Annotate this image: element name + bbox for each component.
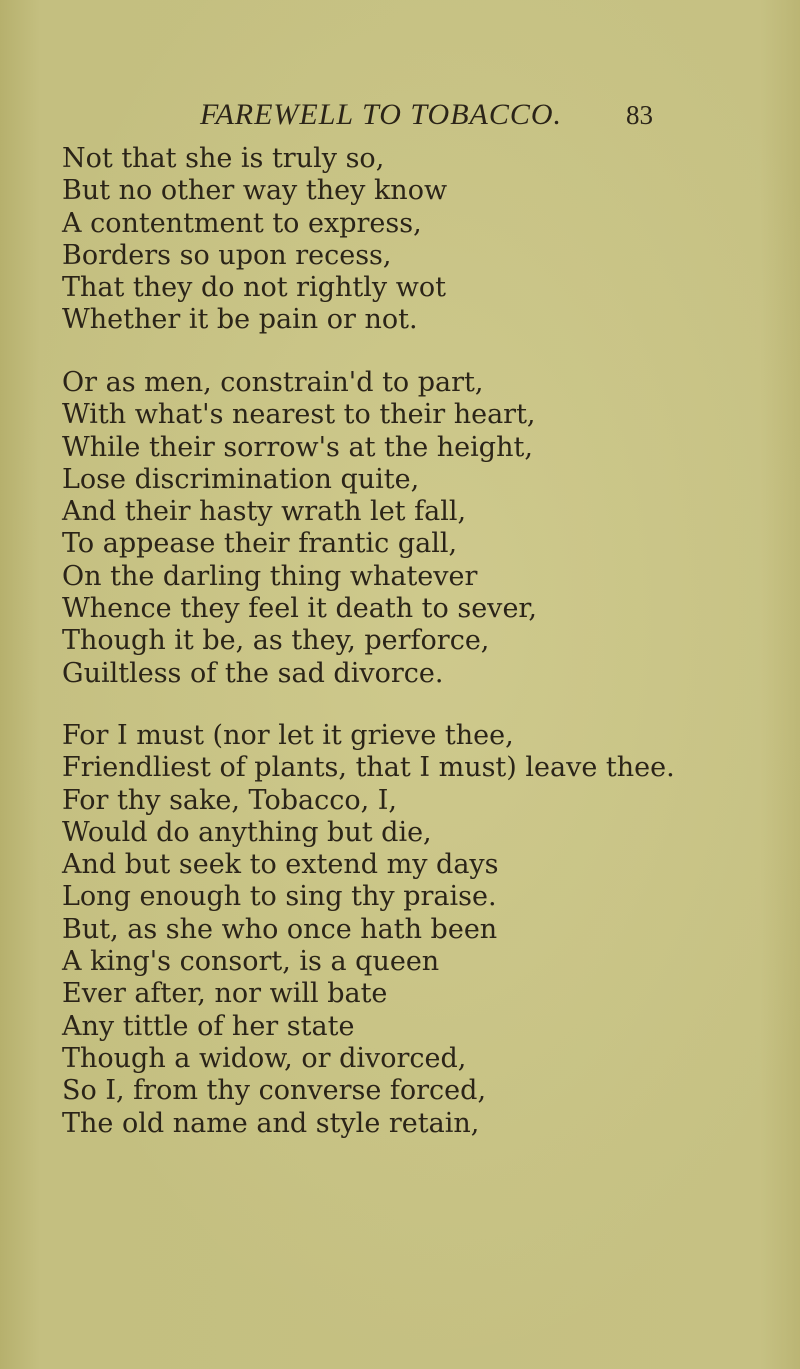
page-header	[0, 98, 800, 138]
poem-line: A king's consort, is a queen	[62, 946, 440, 978]
poem-line: A contentment to express,	[62, 207, 422, 239]
running-title: FAREWELL TO TOBACCO.	[200, 98, 563, 131]
poem-line: For thy sake, Tobacco, I,	[62, 784, 397, 816]
poem-line: So I, from thy converse forced,	[62, 1075, 487, 1107]
stanza-1	[62, 143, 447, 337]
poem-line: The old name and style retain,	[62, 1107, 480, 1139]
stanza-3	[62, 720, 675, 1140]
poem-line: On the darling thing whatever	[62, 560, 478, 592]
stanza-2	[62, 367, 537, 690]
poem-line: Whence they feel it death to sever,	[62, 593, 537, 625]
poem-line: Ever after, nor will bate	[62, 978, 388, 1010]
poem-line: But no other way they know	[62, 175, 448, 207]
page-number: 83	[626, 100, 653, 130]
poem-line: Not that she is truly so,	[62, 143, 385, 174]
poem-line: Though a widow, or divorced,	[62, 1042, 467, 1074]
poem-line: For I must (nor let it grieve thee,	[62, 720, 514, 751]
poem-line: With what's nearest to their heart,	[62, 399, 536, 431]
poem-line: Any tittle of her state	[62, 1010, 355, 1042]
poem-line: Friendliest of plants, that I must) leave thee.	[62, 752, 675, 784]
poem-line: That they do not rightly wot	[62, 272, 446, 304]
poem-line: To appease their frantic gall,	[62, 528, 458, 560]
poem-line: Borders so upon recess,	[62, 239, 392, 271]
poem-line: Or as men, constrain'd to part,	[62, 367, 484, 398]
poem-line: And their hasty wrath let fall,	[62, 496, 467, 528]
poem-line: Whether it be pain or not.	[62, 304, 418, 336]
poem-line: Though it be, as they, perforce,	[62, 625, 490, 657]
poem-line: And but seek to extend my days	[62, 849, 499, 881]
poem-line: Guiltless of the sad divorce.	[62, 657, 444, 689]
poem-line: While their sorrow's at the height,	[62, 431, 533, 463]
poem-line: But, as she who once hath been	[62, 913, 498, 945]
poem-line: Long enough to sing thy praise.	[62, 881, 497, 913]
poem-line: Would do anything but die,	[62, 816, 432, 848]
poem-line: Lose discrimination quite,	[62, 463, 420, 495]
